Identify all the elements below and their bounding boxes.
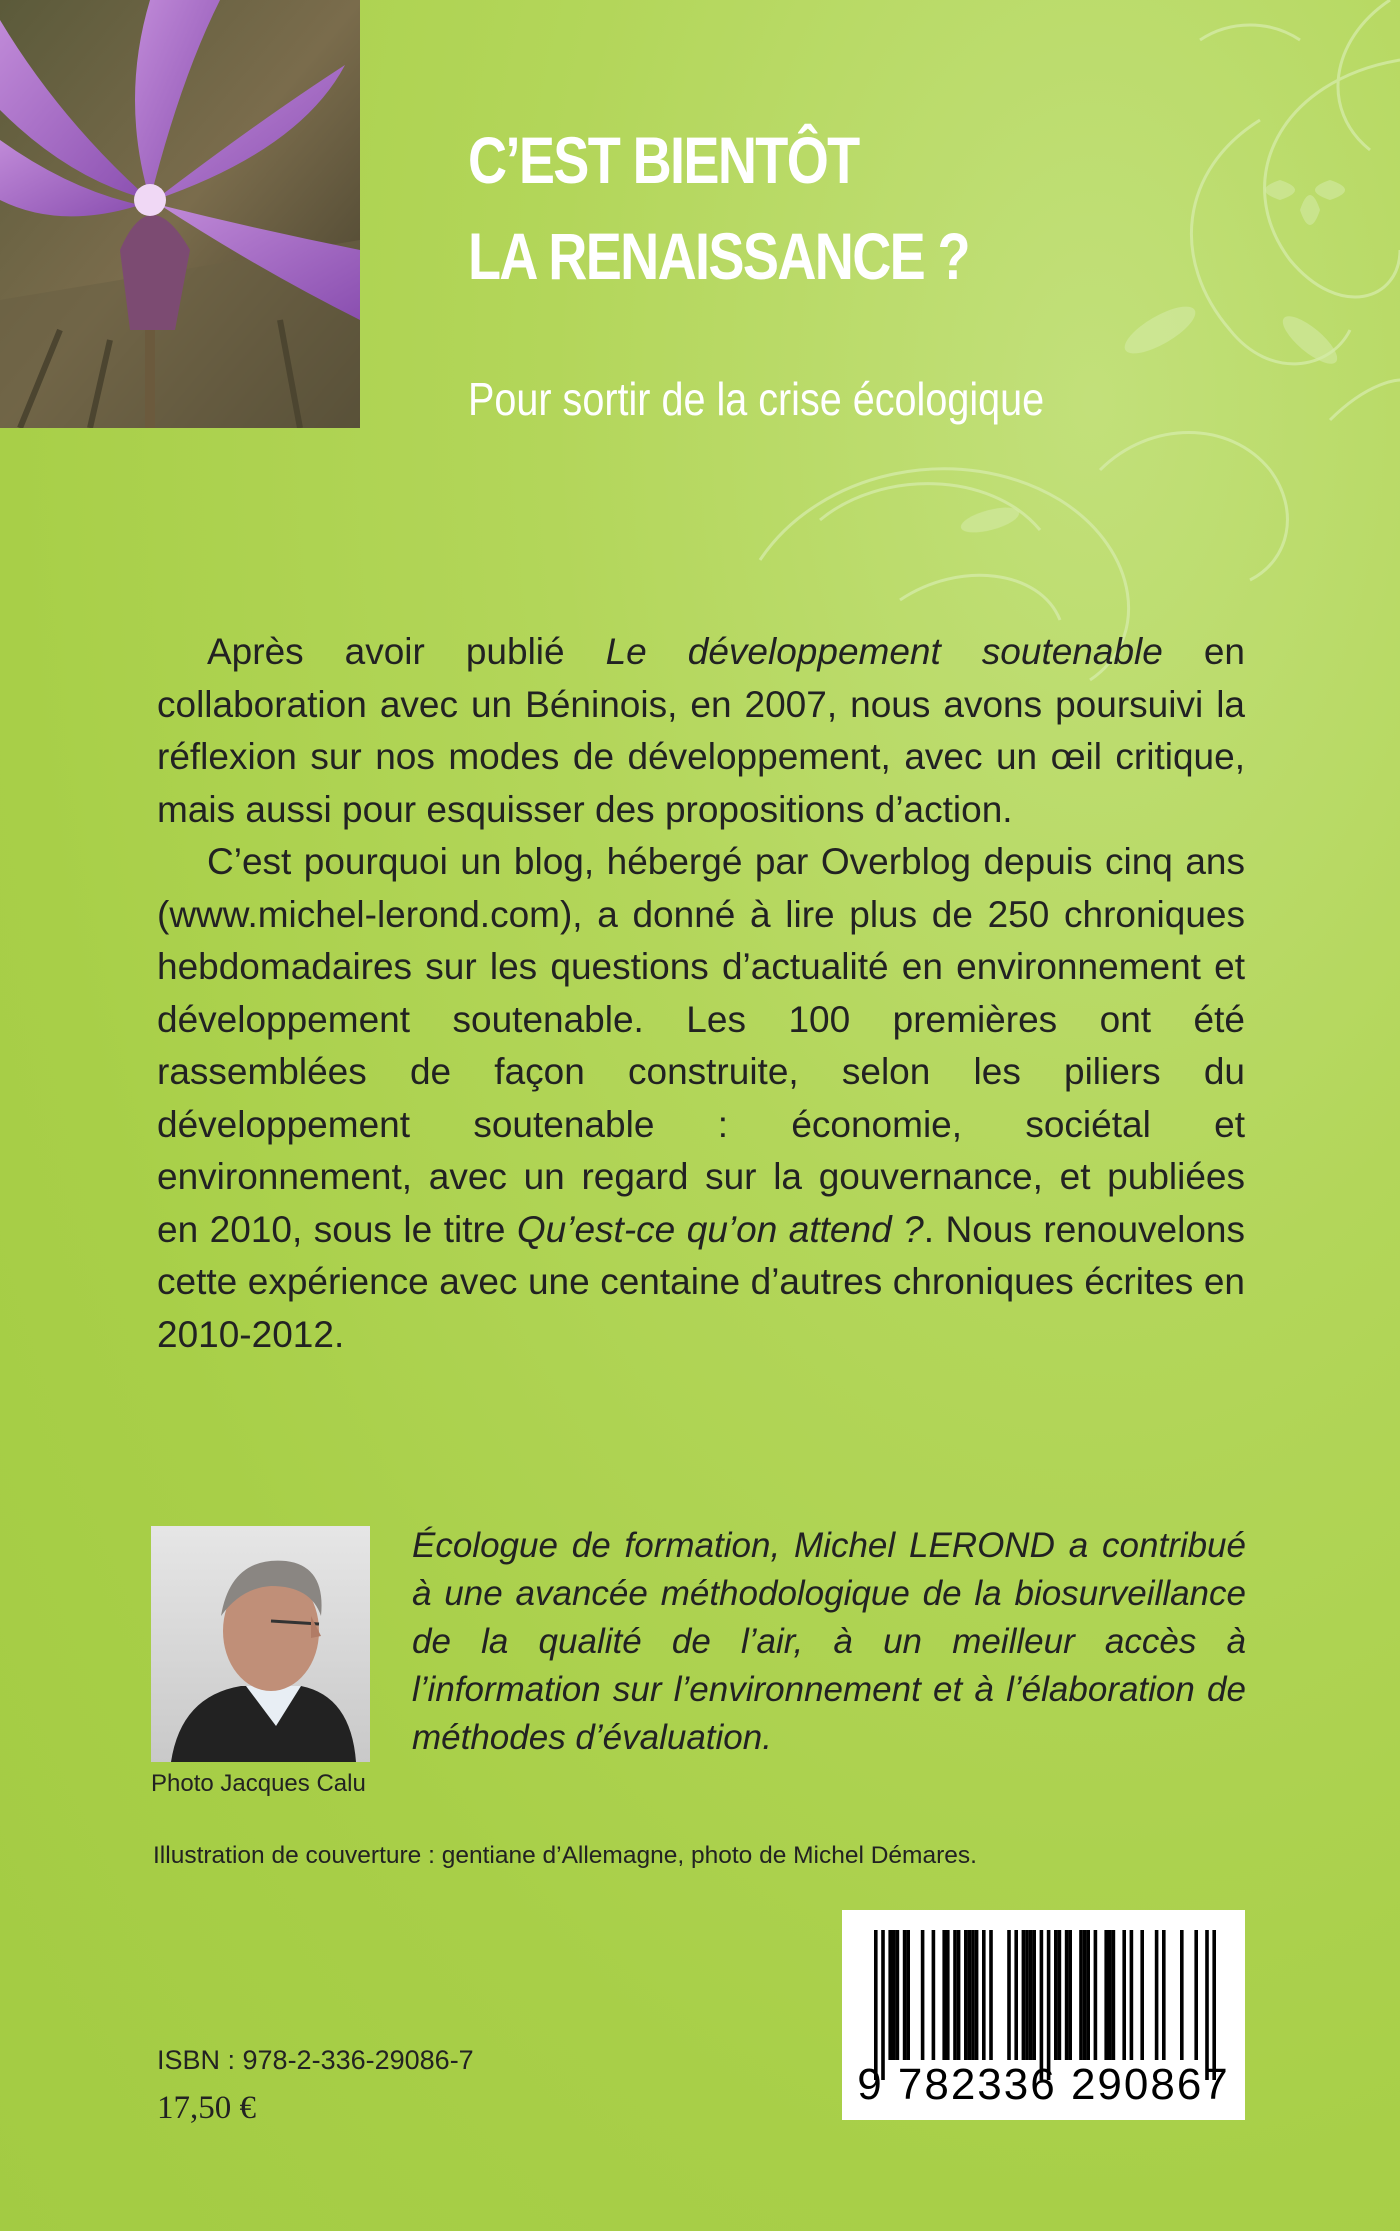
photo-credit: Photo Jacques Calu — [151, 1770, 366, 1797]
barcode-bar — [1094, 1930, 1098, 2060]
synopsis — [157, 626, 1245, 1361]
barcode-bar — [1162, 1930, 1166, 2060]
barcode-bar — [888, 1930, 892, 2060]
barcode-bar — [1065, 1930, 1069, 2060]
title-line-1: C’EST BIENTÔT — [468, 123, 859, 197]
barcode-bar — [1022, 1930, 1026, 2060]
barcode-bar — [1014, 1930, 1018, 2060]
barcode-bar — [1079, 1930, 1083, 2060]
book-subtitle: Pour sortir de la crise écologique — [468, 373, 1045, 425]
barcode-bar — [982, 1930, 986, 2060]
p1-text-b: en collaboration avec un Béninois, en 2007, nous avons poursuivi la réflexion sur nos modes de développement, avec un œil critique, mais aussi pour esquisser des propositions d’action. — [157, 631, 1246, 830]
p1-book-title: Le développement soutenable — [605, 631, 1163, 672]
isbn: ISBN : 978-2-336-29086-7 — [157, 2045, 474, 2075]
barcode-bar — [968, 1930, 972, 2060]
barcode-bar — [1130, 1930, 1134, 2060]
p2-text-a: C’est pourquoi un blog, hébergé par Overblog depuis cinq ans (www.michel-lerond.com), a donné à lire plus de 250 chroniques hebdomadaires sur les questions d’actualité en environnement et développement soutenable. Les 100 premières ont été rassemblées de façon construite, selon les piliers du développement soutenable : économie, sociétal et environnement, avec un regard sur la gouvernance, et publiées en 2010, sous le titre — [157, 841, 1245, 1250]
barcode-bar — [921, 1930, 925, 2060]
barcode-bar — [1083, 1930, 1087, 2060]
barcode-bar — [896, 1930, 900, 2060]
barcode-bar — [1047, 1930, 1051, 2080]
p2-text-b: . Nous renouvelons cette expérience avec une centaine d’autres chroniques écrites en 2010-2012. — [157, 1208, 1245, 1355]
barcode-bar — [975, 1930, 979, 2060]
barcode-bar — [932, 1930, 936, 2060]
barcode-bar — [892, 1930, 896, 2060]
barcode-bar — [971, 1930, 975, 2060]
barcode-bar — [1212, 1930, 1216, 2080]
barcode-bar — [881, 1930, 885, 2080]
barcode-bar — [1068, 1930, 1072, 2060]
title-line-2: LA RENAISSANCE ? — [468, 219, 969, 293]
price: 17,50 € — [157, 2090, 256, 2126]
barcode-bar — [1029, 1930, 1033, 2060]
barcode-bar — [1205, 1930, 1209, 2080]
barcode-bar — [1180, 1930, 1184, 2060]
barcode-bar — [1194, 1930, 1198, 2060]
barcode-bar — [1140, 1930, 1144, 2060]
p2-book-title: Qu’est-ce qu’on attend ? — [516, 1208, 924, 1250]
author-photo — [151, 1526, 370, 1762]
barcode-bar — [1032, 1930, 1036, 2060]
barcode-bar — [1122, 1930, 1126, 2060]
barcode-bar — [1040, 1930, 1044, 2080]
barcode-bar — [903, 1930, 907, 2060]
barcode-bar — [1058, 1930, 1062, 2060]
barcode — [842, 1910, 1245, 2120]
barcode-bar — [1155, 1930, 1159, 2060]
barcode-bar — [946, 1930, 950, 2060]
synopsis-paragraph-1 — [157, 626, 1245, 836]
barcode-bar — [1112, 1930, 1116, 2060]
barcode-bar — [1007, 1930, 1011, 2060]
barcode-bar — [989, 1930, 993, 2060]
barcode-bar — [964, 1930, 968, 2060]
barcode-bar — [1108, 1930, 1112, 2060]
barcode-digits: 9 782336 290867 — [857, 2060, 1230, 2109]
barcode-bar — [953, 1930, 957, 2060]
barcode-bar — [1054, 1930, 1058, 2060]
p1-text-a: Après avoir publié — [207, 631, 606, 672]
barcode-bar — [1025, 1930, 1029, 2060]
barcode-bar — [957, 1930, 961, 2060]
barcode-bar — [1104, 1930, 1108, 2060]
barcode-bar — [942, 1930, 946, 2060]
author-bio: Écologue de formation, Michel LEROND a contribué à une avancée méthodologique de la biosurveillance de la qualité de l’air, à un meilleur accès à l’information sur l’environnement et à l’élaboration de méthodes d’évaluation. — [412, 1526, 1246, 1757]
barcode-bar — [874, 1930, 878, 2080]
book-title — [468, 112, 969, 304]
synopsis-paragraph-2 — [157, 836, 1245, 1361]
barcode-bar — [906, 1930, 910, 2060]
flower-photo — [0, 0, 360, 428]
illustration-credit: Illustration de couverture : gentiane d’Allemagne, photo de Michel Démares. — [153, 1842, 977, 1869]
barcode-bar — [1086, 1930, 1090, 2060]
